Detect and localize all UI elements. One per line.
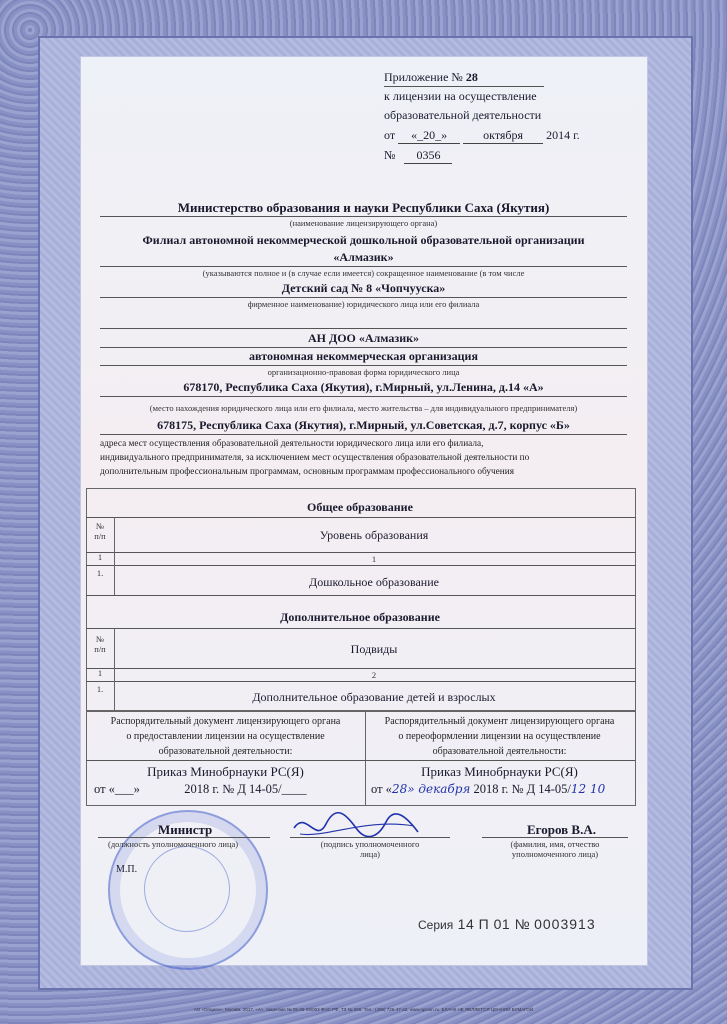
order-right-number-handwritten: 12 10	[570, 782, 606, 796]
order-right-date-prefix: от «	[371, 782, 392, 796]
order-left-line1: Распорядительный документ лицензирующего органа	[110, 716, 341, 727]
additional-idx-sub: 2	[371, 670, 377, 680]
additional-col-sub: Подвиды	[350, 642, 398, 656]
series-number-prefix: №	[514, 916, 530, 932]
printer-footer: АО «Опцион», Москва, 2017, «А», лицензия № 05-05-09/003 ФНС РФ, ТЗ № 556. Тел.: (495) 726-47-42, www.opcion.ru. БЛАНК НЕ ЯВЛЯЕТСЯ ЦЕННОЙ БУМАГОЙ	[193, 1007, 534, 1012]
form-series	[418, 916, 596, 934]
additional-row-num-cell	[86, 681, 115, 710]
additional-row-sub: Дополнительное образование детей и взрослых	[252, 690, 496, 704]
ministry-caption: (наименование лицензирующего органа)	[289, 218, 438, 228]
activity-caption-line3: дополнительным профессиональным программам, основным программам профессионального обучения	[100, 467, 515, 477]
order-right-caption	[365, 714, 634, 759]
additional-idx-num-cell	[86, 668, 115, 681]
general-col-num2: п/п	[94, 531, 106, 541]
activity-caption-line1: адреса мест осуществления образовательной деятельности юридического лица или его филиала,	[100, 439, 484, 449]
date-month: октября	[463, 128, 543, 144]
order-right-line2: о переоформлении лицензии на осуществление	[398, 731, 601, 742]
signer-name: Егоров В.А.	[527, 822, 596, 837]
additional-col-num: №	[95, 634, 105, 644]
signature-caption-line1: (подпись уполномоченного	[320, 839, 420, 849]
date-day: «_20_»	[398, 128, 460, 144]
date-year: 2014 г.	[546, 128, 580, 142]
order-right-date-year: 2018 г. № Д 14-05/	[473, 782, 571, 796]
legal-form-caption: организационно-правовая форма юридического лица	[267, 367, 460, 377]
additional-row-num: 1.	[96, 684, 104, 694]
appendix-title	[384, 70, 478, 85]
signer-position: Министр	[158, 822, 213, 837]
order-left-title: Приказ Минобрнауки РС(Я)	[147, 764, 304, 779]
org-name-line2: «Алмазик»	[333, 250, 394, 264]
header-number	[384, 148, 452, 164]
legal-form: автономная некоммерческая организация	[249, 349, 478, 363]
general-row-num: 1.	[96, 568, 104, 578]
stamp-place: М.П.	[116, 864, 138, 875]
general-col-num: №	[95, 521, 105, 531]
license-number: 0356	[404, 148, 452, 164]
order-left-date-suffix: 2018 г. № Д 14-05/____	[184, 782, 307, 796]
order-right-line3: образовательной деятельности:	[432, 746, 567, 757]
header-line2: к лицензии на осуществление	[384, 89, 537, 103]
general-col-level: Уровень образования	[319, 528, 429, 542]
order-left-line2: о предоставлении лицензии на осуществление	[126, 731, 325, 742]
activity-caption	[100, 437, 627, 479]
additional-idx-num: 1	[97, 668, 103, 678]
series-label: Серия	[418, 918, 454, 932]
series-value: 14 П 01	[457, 916, 511, 932]
general-row-num-cell	[86, 565, 115, 595]
org-name-line1: Филиал автономной некоммерческой дошкольной образовательной организации	[142, 233, 585, 247]
short-name: АН ДОО «Алмазик»	[307, 331, 420, 345]
additional-col-num2: п/п	[94, 644, 106, 654]
additional-num-header	[86, 628, 115, 668]
org-name-caption: (указываются полное и (в случае если имеется) сокращенное наименование (в том числе	[202, 268, 525, 278]
activity-address: 678175, Республика Саха (Якутия), г.Мирный, ул.Советская, д.7, корпус «Б»	[157, 418, 570, 432]
name-caption-line1: (фамилия, имя, отчество	[510, 839, 600, 849]
branch-name: Детский сад № 8 «Чопчууска»	[281, 281, 446, 295]
date-prefix: от	[384, 128, 396, 142]
signature-caption	[290, 839, 450, 859]
ministry-name: Министерство образования и науки Республики Саха (Якутия)	[177, 200, 550, 215]
address-caption: (место нахождения юридического лица или его филиала, место жительства – для индивидуального предпринимателя)	[149, 403, 578, 413]
order-right-date-handwritten: 28» декабря	[391, 782, 471, 796]
general-idx-num: 1	[97, 552, 103, 562]
number-prefix: №	[384, 148, 396, 162]
name-caption-line2: уполномоченного лица)	[511, 849, 599, 859]
order-left-date	[94, 782, 307, 797]
general-idx-level: 1	[371, 554, 377, 564]
name-caption	[482, 839, 628, 859]
position-caption: (должность уполномоченного лица)	[108, 839, 239, 849]
activity-caption-line2: индивидуального предпринимателя, за исключением мест осуществления образовательной деятельности по	[100, 453, 530, 463]
general-education-title: Общее образование	[307, 500, 413, 514]
header-date	[384, 128, 580, 144]
general-idx-num-cell	[86, 552, 115, 565]
order-left-caption	[86, 714, 365, 759]
additional-education-title: Дополнительное образование	[280, 610, 440, 624]
series-number: 0003913	[534, 916, 596, 932]
order-right-title: Приказ Минобрнауки РС(Я)	[421, 764, 578, 779]
general-num-header	[86, 517, 115, 552]
appendix-number: 28	[465, 70, 478, 84]
order-left-line3: образовательной деятельности:	[158, 746, 293, 757]
branch-caption: фирменное наименование) юридического лица или его филиала	[247, 299, 480, 309]
legal-address: 678170, Республика Саха (Якутия), г.Мирный, ул.Ленина, д.14 «А»	[183, 380, 544, 394]
header-line3: образовательной деятельности	[384, 108, 542, 122]
signature-caption-line2: лица)	[360, 849, 380, 859]
order-left-date-prefix: от «___»	[94, 782, 140, 796]
general-row-level: Дошкольное образование	[309, 575, 439, 589]
order-right-line1: Распорядительный документ лицензирующего органа	[384, 716, 615, 727]
order-right-date	[371, 782, 605, 797]
appendix-label: Приложение №	[384, 70, 463, 84]
